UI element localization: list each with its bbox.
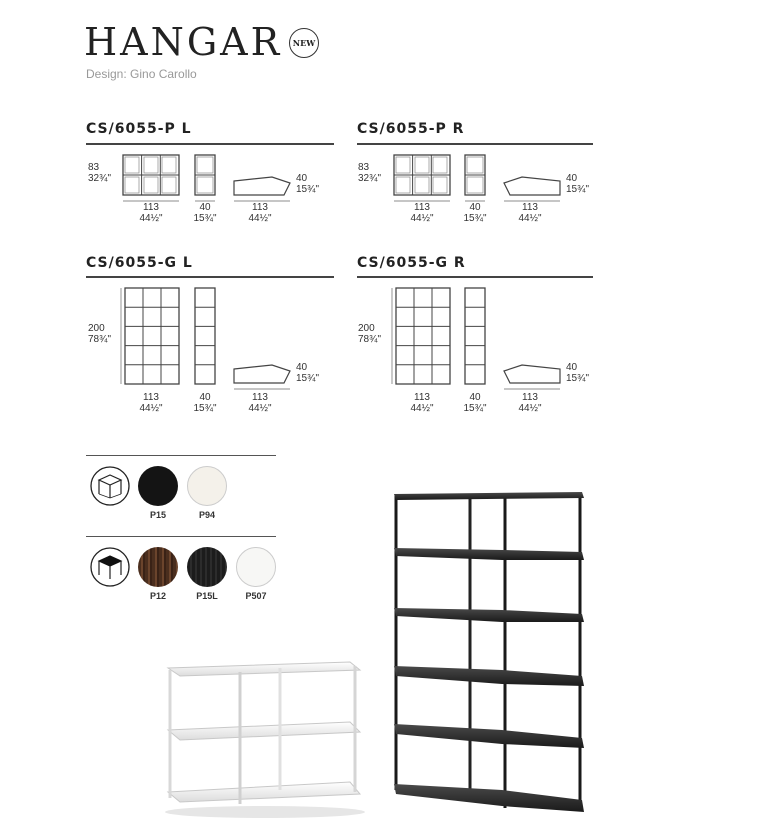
finish-code: P507	[245, 591, 267, 601]
top-depth-cm: 40	[296, 173, 308, 184]
model-code: CS/6055-P R	[357, 121, 465, 137]
finish-rule	[86, 536, 276, 537]
top-width-in: 44½"	[518, 403, 542, 414]
finish-code: P94	[198, 510, 215, 520]
top-depth-cm: 40	[566, 362, 578, 373]
finish-swatch-p12[interactable]	[138, 547, 178, 587]
brand-title: HANGAR	[84, 20, 283, 64]
depth-in: 15¾"	[463, 403, 487, 414]
top-width-in: 44½"	[248, 403, 272, 414]
width-in: 44½"	[139, 403, 163, 414]
height-cm: 200	[358, 323, 375, 334]
top-depth-cm: 40	[566, 173, 578, 184]
depth-in: 15¾"	[463, 213, 487, 224]
top-width-dimension	[240, 392, 280, 414]
frame-structure-icon	[90, 466, 130, 506]
top-width-cm: 113	[252, 392, 268, 403]
width-in: 44½"	[410, 213, 434, 224]
depth-dimension	[185, 202, 225, 224]
depth-dimension	[455, 392, 495, 414]
depth-cm: 40	[199, 392, 211, 403]
top-depth-in: 15¾"	[566, 184, 590, 195]
shelf-structure-icon	[90, 547, 130, 587]
depth-in: 15¾"	[193, 403, 217, 414]
width-dimension	[402, 392, 442, 414]
height-in: 32¾"	[88, 173, 112, 184]
finish-code: P12	[149, 591, 166, 601]
depth-cm: 40	[469, 202, 481, 213]
height-dimension	[358, 162, 381, 184]
section-rule	[357, 276, 593, 278]
height-dimension	[88, 162, 111, 184]
finish-swatch-p15[interactable]	[138, 466, 178, 506]
side-view-drawing	[464, 288, 486, 388]
section-rule	[86, 143, 334, 145]
depth-in: 15¾"	[193, 213, 217, 224]
height-dimension	[88, 323, 111, 345]
width-dimension	[402, 202, 442, 224]
model-code: CS/6055-P L	[86, 121, 192, 137]
width-dimension	[131, 392, 171, 414]
top-view-drawing	[232, 175, 292, 199]
top-depth-dimension	[566, 173, 589, 195]
height-dimension	[358, 323, 381, 345]
top-depth-dimension	[566, 362, 589, 384]
top-width-cm: 113	[522, 202, 538, 213]
width-dimension	[131, 202, 171, 224]
top-width-cm: 113	[522, 392, 538, 403]
finish-swatch-p507[interactable]	[236, 547, 276, 587]
model-code: CS/6055-G R	[357, 255, 466, 271]
model-code: CS/6055-G L	[86, 255, 193, 271]
designer-credit: Design: Gino Carollo	[86, 67, 197, 81]
top-depth-cm: 40	[296, 362, 308, 373]
finish-code: P15L	[196, 591, 218, 601]
top-width-dimension	[240, 202, 280, 224]
depth-cm: 40	[199, 202, 211, 213]
height-cm: 200	[88, 323, 105, 334]
height-cm: 83	[88, 162, 100, 173]
top-width-in: 44½"	[518, 213, 542, 224]
top-depth-in: 15¾"	[296, 373, 320, 384]
top-width-dimension	[510, 392, 550, 414]
top-width-in: 44½"	[248, 213, 272, 224]
width-cm: 113	[414, 392, 430, 403]
width-cm: 113	[143, 392, 159, 403]
finish-swatch-p94[interactable]	[187, 466, 227, 506]
height-in: 32¾"	[358, 173, 382, 184]
top-depth-dimension	[296, 362, 319, 384]
side-view-drawing	[194, 155, 216, 197]
top-width-cm: 113	[252, 202, 268, 213]
front-view-drawing	[121, 288, 181, 388]
width-in: 44½"	[139, 213, 163, 224]
section-rule	[86, 276, 334, 278]
top-width-dimension	[510, 202, 550, 224]
top-depth-dimension	[296, 173, 319, 195]
height-in: 78¾"	[88, 334, 112, 345]
side-view-drawing	[464, 155, 486, 197]
depth-cm: 40	[469, 392, 481, 403]
width-cm: 113	[414, 202, 430, 213]
top-view-drawing	[502, 175, 562, 199]
width-cm: 113	[143, 202, 159, 213]
depth-dimension	[185, 392, 225, 414]
new-badge: NEW	[289, 28, 319, 58]
height-cm: 83	[358, 162, 370, 173]
dark-bookcase-photo	[390, 490, 590, 820]
front-view-drawing	[121, 155, 181, 197]
top-view-drawing	[502, 363, 562, 387]
finish-rule	[86, 455, 276, 456]
white-bookcase-photo	[160, 660, 370, 820]
finish-code: P15	[149, 510, 166, 520]
height-in: 78¾"	[358, 334, 382, 345]
front-view-drawing	[392, 155, 452, 197]
depth-dimension	[455, 202, 495, 224]
finish-swatch-p15l[interactable]	[187, 547, 227, 587]
top-depth-in: 15¾"	[296, 184, 320, 195]
side-view-drawing	[194, 288, 216, 388]
section-rule	[357, 143, 593, 145]
width-in: 44½"	[410, 403, 434, 414]
top-depth-in: 15¾"	[566, 373, 590, 384]
front-view-drawing	[392, 288, 452, 388]
top-view-drawing	[232, 363, 292, 387]
